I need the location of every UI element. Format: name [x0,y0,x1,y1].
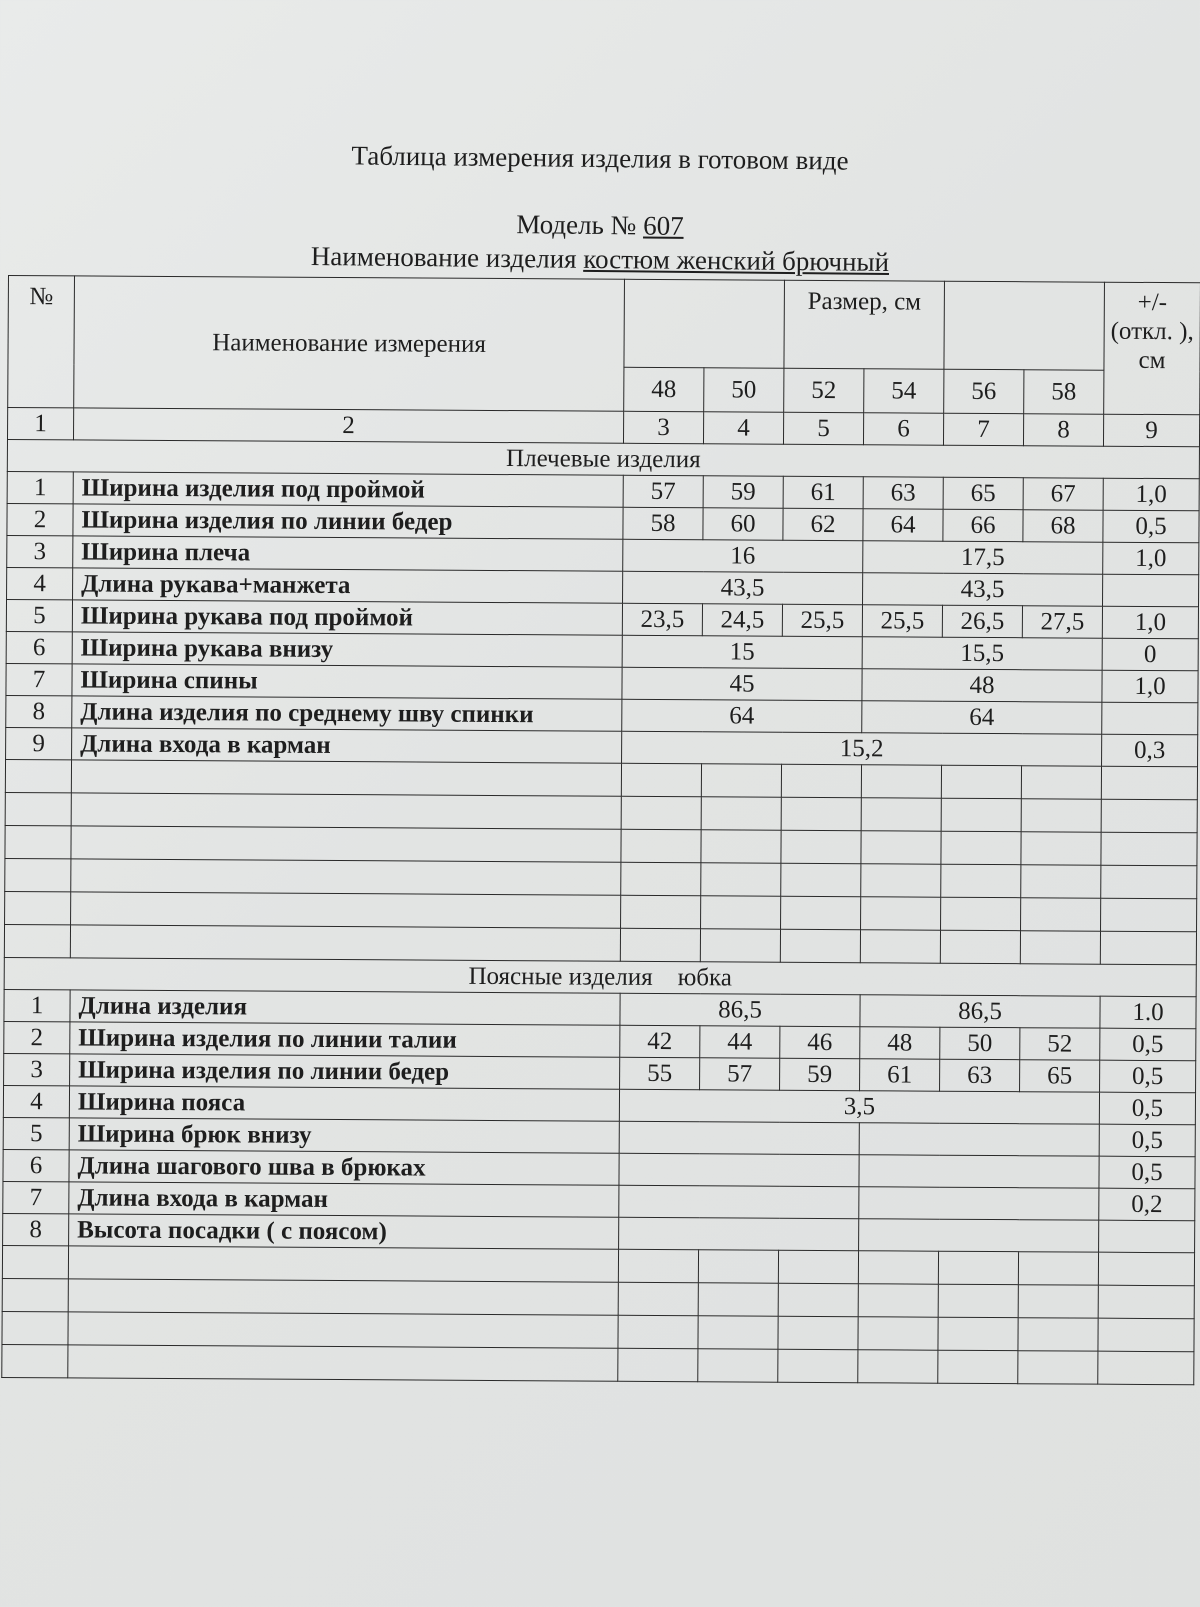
header-size-left [624,279,785,368]
cell-value: 59 [780,1058,860,1090]
empty-cell [621,796,701,829]
cell-value: 24,5 [702,604,782,636]
empty-cell [1021,898,1101,931]
size-col: 48 [624,367,704,411]
cell-value [619,1185,859,1218]
page-title: Таблица измерения изделия в готовом виде [351,140,849,176]
row-number: 4 [7,567,73,599]
row-name: Длина изделия по среднему шву спинки [72,696,622,731]
empty-cell [1098,1318,1194,1352]
row-name: Ширина пояса [69,1086,619,1121]
cell-value: 65 [1020,1060,1100,1092]
empty-cell [701,764,781,797]
empty-cell [860,930,940,963]
cell-deviation: 1,0 [1103,542,1199,575]
empty-cell [2,1344,68,1377]
empty-cell [1018,1351,1098,1384]
empty-cell [940,930,1020,963]
row-number: 7 [6,663,72,695]
row-name: Ширина изделия под проймой [73,472,623,507]
row-number: 6 [3,1149,69,1181]
row-number: 4 [3,1085,69,1117]
empty-cell [698,1349,778,1382]
header-row [8,276,1200,371]
model-label: Модель № [516,209,637,241]
empty-cell [941,831,1021,864]
cell-value: 25,5 [782,604,862,636]
empty-cell [5,891,71,924]
empty-cell [780,929,860,962]
row-number: 1 [7,471,73,503]
empty-cell [68,1312,618,1348]
empty-cell [861,897,941,930]
cell-value: 44 [700,1026,780,1058]
cell-value: 52 [1020,1028,1100,1060]
empty-cell [71,760,621,796]
measurement-table [1,275,1200,1385]
empty-cell [861,831,941,864]
cell-value: 15,2 [622,731,1102,766]
empty-cell [701,797,781,830]
cell-value: 66 [943,509,1023,541]
empty-cell [68,1246,618,1282]
row-number: 7 [3,1181,69,1213]
empty-cell [781,797,861,830]
cell-deviation: 0 [1102,638,1198,671]
product-label: Наименование изделия [310,240,577,274]
cell-value: 64 [862,701,1102,734]
empty-cell [778,1349,858,1382]
cell-value: 59 [703,476,783,508]
empty-cell [2,1278,68,1311]
row-number: 9 [6,727,72,759]
cell-value: 16 [623,539,863,572]
empty-cell [1101,898,1197,932]
col-number: 1 [7,408,73,440]
cell-deviation: 0,5 [1099,1124,1195,1157]
row-name: Длина рукава+манжета [73,568,623,603]
empty-cell [1101,832,1197,866]
empty-cell [71,892,621,928]
empty-cell [938,1284,1018,1317]
row-name: Ширина спины [72,664,622,699]
row-number: 6 [6,631,72,663]
row-name: Длина входа в карман [69,1182,619,1217]
empty-cell [701,830,781,863]
row-number: 8 [6,695,72,727]
col-number: 3 [623,411,703,443]
cell-value: 48 [862,669,1102,702]
empty-cell [618,1282,698,1315]
product-line [200,240,1000,279]
empty-cell [5,858,71,891]
empty-cell [1021,832,1101,865]
cell-value: 64 [863,509,943,541]
empty-cell [1021,865,1101,898]
empty-cell [620,928,700,961]
measurement-sheet [1,275,1200,1385]
cell-value [619,1217,859,1250]
cell-deviation: 0,5 [1099,1092,1195,1125]
cell-value: 55 [620,1057,700,1089]
cell-value: 25,5 [862,605,942,637]
cell-deviation: 0,5 [1100,1028,1196,1061]
row-name: Длина шагового шва в брюках [69,1150,619,1185]
cell-deviation [1103,574,1199,607]
cell-deviation: 1,0 [1102,606,1198,639]
empty-cell [1018,1252,1098,1285]
empty-cell [71,793,621,829]
empty-cell [938,1350,1018,1383]
empty-cell [698,1250,778,1283]
cell-value [859,1187,1099,1220]
cell-value: 61 [783,476,863,508]
empty-cell [778,1316,858,1349]
row-name: Высота посадки ( с поясом) [69,1214,619,1249]
cell-value: 15,5 [862,637,1102,670]
row-name: Ширина плеча [73,536,623,571]
header-no: № [8,276,75,408]
row-number: 5 [6,599,72,631]
cell-deviation: 0,5 [1103,510,1199,543]
cell-deviation: 1,0 [1102,670,1198,703]
empty-cell [1021,766,1101,799]
empty-cell [2,1311,68,1344]
empty-cell [621,895,701,928]
col-number: 8 [1023,414,1103,446]
cell-value: 68 [1023,510,1103,542]
cell-value: 62 [783,508,863,540]
cell-deviation: 0,2 [1099,1188,1195,1221]
cell-value: 26,5 [942,605,1022,637]
cell-value [859,1219,1099,1252]
section-shoulder: Плечевые изделия [7,440,1199,479]
row-name: Ширина изделия по линии талии [70,1022,620,1057]
cell-deviation [1099,1220,1195,1253]
cell-deviation [1102,702,1198,735]
cell-value: 58 [623,507,703,539]
cell-value: 61 [860,1059,940,1091]
empty-cell [861,798,941,831]
product-name: костюм женский брючный [583,243,890,278]
cell-deviation: 0,3 [1102,734,1198,767]
row-number: 3 [4,1053,70,1085]
empty-cell [1098,1351,1194,1385]
cell-value: 15 [622,635,862,668]
empty-cell [861,864,941,897]
cell-value: 57 [700,1058,780,1090]
empty-cell [701,863,781,896]
cell-value: 65 [943,477,1023,509]
empty-cell [71,859,621,895]
empty-cell [1018,1285,1098,1318]
row-number: 8 [3,1213,69,1245]
row-number: 1 [4,989,70,1021]
cell-value: 86,5 [620,993,860,1026]
cell-value: 27,5 [1022,606,1102,638]
empty-cell [778,1283,858,1316]
empty-cell [68,1345,618,1381]
col-number: 5 [783,412,863,444]
header-deviation: +/- (откл. ), см [1104,282,1200,415]
cell-value: 23,5 [622,603,702,635]
empty-cell [778,1250,858,1283]
cell-value: 50 [940,1027,1020,1059]
empty-cell [938,1251,1018,1284]
section-waist: Поясные изделия юбка [4,957,1196,996]
row-number: 5 [3,1117,69,1149]
empty-cell [941,864,1021,897]
size-col: 56 [944,369,1024,413]
empty-cell [621,862,701,895]
header-size-right [944,281,1105,370]
cell-value: 45 [622,667,862,700]
cell-value [859,1155,1099,1188]
empty-cell [4,924,70,957]
cell-value: 17,5 [863,541,1103,574]
empty-cell [618,1315,698,1348]
empty-cell [698,1283,778,1316]
model-line [300,207,900,244]
empty-cell [2,1245,68,1278]
empty-cell [941,897,1021,930]
cell-value: 60 [703,508,783,540]
empty-cell [781,764,861,797]
row-name: Ширина рукава под проймой [72,600,622,635]
col-number: 4 [703,412,783,444]
cell-value [619,1121,859,1154]
empty-cell [701,896,781,929]
empty-cell [1101,865,1197,899]
empty-cell [5,759,71,792]
header-size: Размер, см [784,280,945,369]
col-number: 6 [863,413,943,445]
empty-cell [781,863,861,896]
empty-cell [5,792,71,825]
empty-cell [781,830,861,863]
cell-deviation: 1.0 [1100,996,1196,1029]
empty-cell [71,826,621,862]
empty-row [2,1344,1194,1384]
row-number: 2 [4,1021,70,1053]
cell-value: 57 [623,475,703,507]
cell-value: 63 [940,1059,1020,1091]
size-col: 52 [784,368,864,412]
empty-cell [1098,1252,1194,1286]
cell-deviation: 1,0 [1103,478,1199,511]
cell-value: 48 [860,1027,940,1059]
empty-cell [858,1251,938,1284]
col-number: 7 [943,413,1023,445]
empty-cell [68,1279,618,1315]
empty-cell [1101,766,1197,800]
row-number: 3 [7,535,73,567]
row-name: Ширина изделия по линии бедер [70,1054,620,1089]
row-number: 2 [7,503,73,535]
cell-value: 43,5 [863,573,1103,606]
empty-cell [938,1317,1018,1350]
cell-deviation: 0,5 [1099,1156,1195,1189]
size-col: 58 [1024,370,1104,414]
empty-cell [858,1284,938,1317]
empty-cell [1018,1318,1098,1351]
cell-value: 46 [780,1026,860,1058]
empty-cell [861,765,941,798]
cell-value: 43,5 [623,571,863,604]
row-name: Ширина брюк внизу [69,1118,619,1153]
empty-cell [1020,931,1100,964]
cell-value: 64 [622,699,862,732]
empty-cell [618,1348,698,1381]
empty-cell [1100,931,1196,965]
cell-value: 42 [620,1025,700,1057]
row-name: Ширина изделия по линии бедер [73,504,623,539]
header-measurement: Наименование измерения [74,276,625,411]
empty-cell [858,1317,938,1350]
empty-cell [618,1249,698,1282]
row-name: Длина входа в карман [72,728,622,763]
empty-cell [781,896,861,929]
cell-value: 3,5 [619,1089,1099,1124]
empty-cell [70,925,620,961]
empty-cell [700,929,780,962]
size-col: 50 [704,368,784,412]
cell-value [619,1153,859,1186]
empty-cell [698,1316,778,1349]
empty-cell [621,763,701,796]
empty-cell [1101,799,1197,833]
empty-cell [1021,799,1101,832]
cell-value [859,1123,1099,1156]
cell-value: 86,5 [860,995,1100,1028]
col-number: 9 [1103,414,1199,447]
row-name: Длина изделия [70,990,620,1025]
empty-cell [5,825,71,858]
empty-cell [621,829,701,862]
row-name: Ширина рукава внизу [72,632,622,667]
empty-cell [1098,1285,1194,1319]
empty-cell [941,765,1021,798]
cell-value: 63 [863,477,943,509]
cell-deviation: 0,5 [1100,1060,1196,1093]
empty-cell [858,1350,938,1383]
empty-cell [941,798,1021,831]
col-number: 2 [73,408,623,443]
model-number: 607 [643,210,684,241]
size-col: 54 [864,369,944,413]
cell-value: 67 [1023,478,1103,510]
